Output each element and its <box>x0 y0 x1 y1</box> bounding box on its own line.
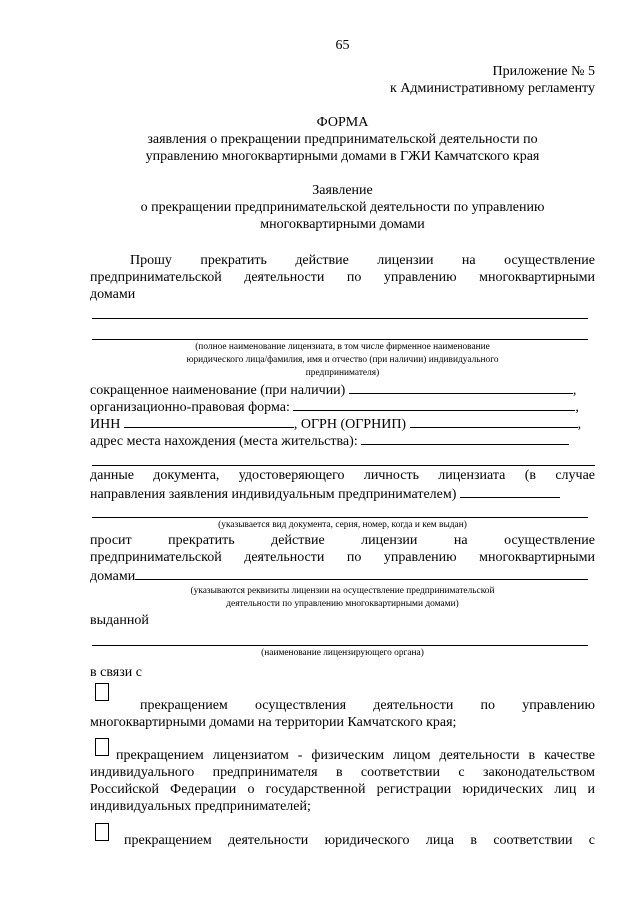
licensee-hint-line-2: юридического лица/фамилия, имя и отчество (при наличии) индивидуального <box>186 355 499 365</box>
short-name-field[interactable] <box>349 381 573 394</box>
license-details-hint-line-1: (указываются реквизиты лицензии на осуществление предпринимательской <box>190 586 495 596</box>
address-field-line-2[interactable] <box>92 465 595 466</box>
asks-text-line-2: предпринимательской деятельности по управлению многоквартирными <box>90 550 595 565</box>
statement-heading-line-2: о прекращении предпринимательской деятельности по управлению <box>140 200 545 215</box>
identity-document-field-line-2[interactable] <box>92 517 588 518</box>
address-label: адрес места нахождения (места жительства): <box>90 434 358 449</box>
identity-document-field[interactable] <box>460 485 560 498</box>
legal-form-field[interactable] <box>293 398 575 411</box>
licensee-hint-line-3: предпринимателя) <box>305 368 380 378</box>
reason-label: в связи с <box>90 665 142 680</box>
request-text-line-3: домами <box>90 287 136 302</box>
statement-heading: Заявление <box>312 183 373 198</box>
option-2-line-2: индивидуального предпринимателя в соответствии с законодательством <box>90 765 595 780</box>
asks-text-line-3-row <box>90 567 588 585</box>
inn-field[interactable] <box>124 415 294 428</box>
inn-ogrn-row: ИНН , ОГРН (ОГРНИП) , <box>90 417 582 432</box>
option-1-line-1: прекращением осуществления деятельности по управлению <box>140 698 595 713</box>
asks-text-line-3: домами <box>90 569 136 584</box>
legal-form-row: организационно-правовая форма: , <box>90 400 579 415</box>
ogrn-field[interactable] <box>410 415 578 428</box>
request-text-line-1: Прошу прекратить действие лицензии на осуществление <box>130 253 595 268</box>
license-details-hint-line-2: деятельности по управлению многоквартирными домами) <box>226 599 459 609</box>
option-2-line-3: Российской Федерации о государственной регистрации юридических лиц и <box>90 782 595 797</box>
annex-number: Приложение № 5 <box>492 64 595 79</box>
option-2-checkbox[interactable] <box>95 738 109 756</box>
license-details-field[interactable] <box>135 567 588 580</box>
short-name-row: сокращенное наименование (при наличии) , <box>90 383 577 398</box>
option-2-line-1: прекращением лицензиатом - физическим лицом деятельности в качестве <box>116 748 595 763</box>
licensing-authority-field[interactable] <box>92 645 588 646</box>
licensee-hint-line-1: (полное наименование лицензиата, в том числе фирменное наименование <box>195 342 490 352</box>
licensee-name-line-1[interactable] <box>92 318 588 319</box>
address-field[interactable] <box>361 432 569 445</box>
address-row <box>90 432 569 450</box>
short-name-label: сокращенное наименование (при наличии) <box>90 383 346 398</box>
form-heading: ФОРМА <box>316 115 369 130</box>
issued-label: выданной <box>90 613 149 628</box>
identity-text-line-2-row <box>90 485 560 503</box>
licensing-authority-hint: (наименование лицензирующего органа) <box>261 648 424 658</box>
form-heading-line-3: управлению многоквартирными домами в ГЖИ Камчатского края <box>145 149 540 164</box>
option-3-checkbox[interactable] <box>95 823 109 841</box>
option-1-checkbox[interactable] <box>95 683 109 701</box>
option-1-line-2: многоквартирными домами на территории Камчатского края; <box>90 715 457 730</box>
statement-heading-line-3: многоквартирными домами <box>260 217 425 232</box>
request-text-line-2: предпринимательской деятельности по управлению многоквартирными <box>90 270 595 285</box>
annex-reference: к Административному регламенту <box>390 81 595 96</box>
identity-hint: (указывается вид документа, серия, номер, когда и кем выдан) <box>218 520 467 530</box>
option-3-line-1: прекращением деятельности юридического лица в соответствии с <box>124 833 595 848</box>
identity-text-line-2: направления заявления индивидуальным предпринимателем) <box>90 487 457 502</box>
legal-form-label: организационно-правовая форма: <box>90 400 290 415</box>
licensee-name-line-2[interactable] <box>92 339 588 340</box>
asks-text-line-1: просит прекратить действие лицензии на осуществление <box>90 533 595 548</box>
identity-text-line-1: данные документа, удостоверяющего личность лицензиата (в случае <box>90 468 595 483</box>
inn-label: ИНН <box>90 417 121 432</box>
ogrn-label: ОГРН (ОГРНИП) <box>300 417 407 432</box>
page-number: 65 <box>335 38 350 53</box>
form-heading-line-2: заявления о прекращении предпринимательской деятельности по <box>147 132 538 147</box>
option-2-line-4: индивидуальных предпринимателей; <box>90 799 311 814</box>
